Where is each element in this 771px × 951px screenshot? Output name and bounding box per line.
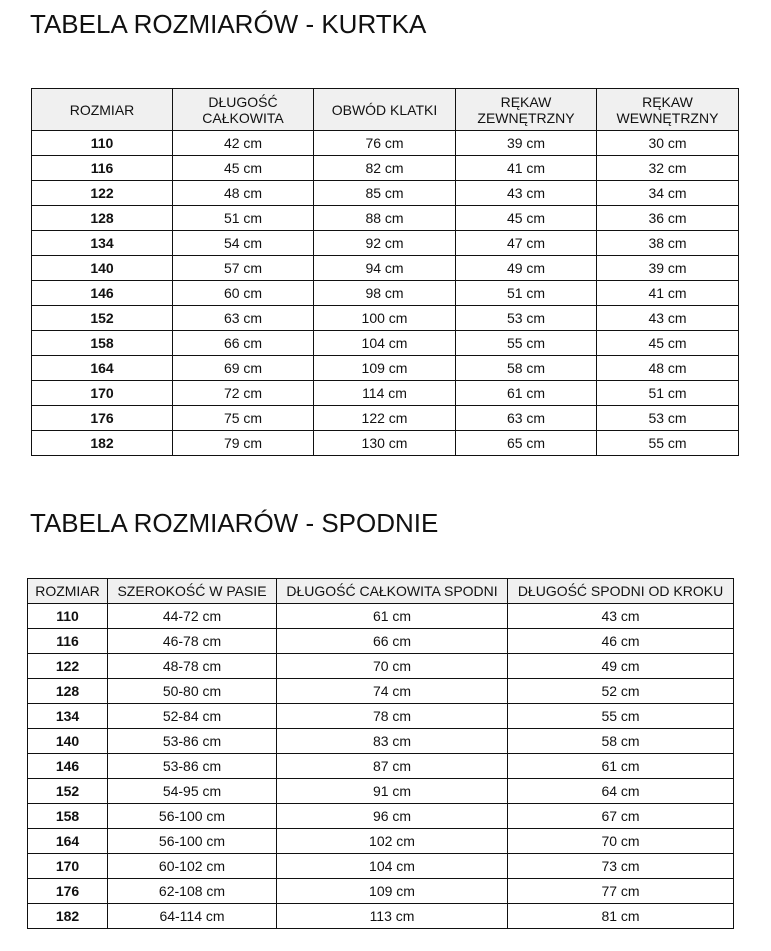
pants-value-cell: 83 cm [277, 729, 508, 754]
jacket-table-row [32, 331, 739, 356]
jacket-table-row [32, 181, 739, 206]
pants-value-cell: 61 cm [277, 604, 508, 629]
pants-table-row [28, 604, 734, 629]
header-text: WEWNĘTRZNY [616, 109, 719, 126]
pants-size-cell: 146 [28, 754, 108, 779]
jacket-value-cell: 63 cm [173, 306, 314, 331]
pants-table-row [28, 829, 734, 854]
header-text: ZEWNĘTRZNY [477, 109, 575, 126]
jacket-header-outer-sleeve [456, 89, 597, 131]
pants-size-cell: 176 [28, 879, 108, 904]
pants-size-cell: 140 [28, 729, 108, 754]
pants-value-cell: 46-78 cm [108, 629, 277, 654]
jacket-value-cell: 109 cm [314, 356, 456, 381]
jacket-value-cell: 63 cm [456, 406, 597, 431]
jacket-size-cell: 164 [32, 356, 173, 381]
pants-value-cell: 43 cm [508, 604, 734, 629]
pants-header-waist: SZEROKOŚĆ W PASIE [108, 579, 277, 604]
jacket-value-cell: 38 cm [597, 231, 739, 256]
jacket-value-cell: 94 cm [314, 256, 456, 281]
jacket-value-cell: 72 cm [173, 381, 314, 406]
pants-table-row [28, 754, 734, 779]
pants-value-cell: 60-102 cm [108, 854, 277, 879]
pants-size-cell: 182 [28, 904, 108, 929]
header-text: DŁUGOŚĆ [208, 93, 278, 110]
pants-size-cell: 164 [28, 829, 108, 854]
jacket-value-cell: 60 cm [173, 281, 314, 306]
jacket-value-cell: 61 cm [456, 381, 597, 406]
jacket-value-cell: 65 cm [456, 431, 597, 456]
pants-size-cell: 116 [28, 629, 108, 654]
jacket-value-cell: 42 cm [173, 131, 314, 156]
jacket-table-row [32, 356, 739, 381]
jacket-size-cell: 122 [32, 181, 173, 206]
pants-header-total-length: DŁUGOŚĆ CAŁKOWITA SPODNI [277, 579, 508, 604]
pants-value-cell: 55 cm [508, 704, 734, 729]
jacket-table-row [32, 131, 739, 156]
jacket-size-cell: 170 [32, 381, 173, 406]
jacket-value-cell: 39 cm [456, 131, 597, 156]
jacket-value-cell: 51 cm [173, 206, 314, 231]
jacket-header-chest [314, 89, 456, 131]
pants-table-row [28, 679, 734, 704]
pants-value-cell: 64-114 cm [108, 904, 277, 929]
pants-value-cell: 70 cm [508, 829, 734, 854]
jacket-value-cell: 75 cm [173, 406, 314, 431]
jacket-value-cell: 48 cm [173, 181, 314, 206]
jacket-table-row [32, 381, 739, 406]
jacket-value-cell: 114 cm [314, 381, 456, 406]
jacket-value-cell: 41 cm [597, 281, 739, 306]
pants-size-cell: 170 [28, 854, 108, 879]
jacket-size-cell: 116 [32, 156, 173, 181]
jacket-value-cell: 51 cm [597, 381, 739, 406]
pants-value-cell: 78 cm [277, 704, 508, 729]
header-text: ROZMIAR [69, 101, 135, 118]
jacket-header-row [32, 89, 739, 131]
jacket-value-cell: 53 cm [597, 406, 739, 431]
pants-value-cell: 67 cm [508, 804, 734, 829]
jacket-value-cell: 122 cm [314, 406, 456, 431]
jacket-size-table-title: TABELA ROZMIARÓW - KURTKA [30, 9, 427, 39]
pants-value-cell: 66 cm [277, 629, 508, 654]
pants-value-cell: 61 cm [508, 754, 734, 779]
jacket-value-cell: 32 cm [597, 156, 739, 181]
pants-value-cell: 54-95 cm [108, 779, 277, 804]
jacket-value-cell: 55 cm [597, 431, 739, 456]
pants-value-cell: 77 cm [508, 879, 734, 904]
jacket-size-cell: 128 [32, 206, 173, 231]
pants-table-row [28, 729, 734, 754]
jacket-size-cell: 110 [32, 131, 173, 156]
jacket-size-cell: 176 [32, 406, 173, 431]
jacket-value-cell: 45 cm [456, 206, 597, 231]
pants-table-row [28, 779, 734, 804]
pants-value-cell: 56-100 cm [108, 804, 277, 829]
jacket-value-cell: 98 cm [314, 281, 456, 306]
jacket-value-cell: 54 cm [173, 231, 314, 256]
jacket-value-cell: 45 cm [597, 331, 739, 356]
jacket-table-row [32, 306, 739, 331]
jacket-value-cell: 100 cm [314, 306, 456, 331]
jacket-table-row [32, 156, 739, 181]
pants-header-inseam: DŁUGOŚĆ SPODNI OD KROKU [508, 579, 734, 604]
jacket-value-cell: 51 cm [456, 281, 597, 306]
jacket-value-cell: 104 cm [314, 331, 456, 356]
pants-header-row [28, 579, 734, 604]
jacket-size-table [31, 88, 739, 456]
pants-size-cell: 158 [28, 804, 108, 829]
header-text: RĘKAW [500, 93, 552, 110]
pants-header-size: ROZMIAR [28, 579, 108, 604]
pants-value-cell: 73 cm [508, 854, 734, 879]
jacket-size-cell: 134 [32, 231, 173, 256]
jacket-table-row [32, 431, 739, 456]
jacket-value-cell: 82 cm [314, 156, 456, 181]
jacket-value-cell: 58 cm [456, 356, 597, 381]
jacket-value-cell: 88 cm [314, 206, 456, 231]
pants-value-cell: 50-80 cm [108, 679, 277, 704]
jacket-value-cell: 66 cm [173, 331, 314, 356]
pants-value-cell: 91 cm [277, 779, 508, 804]
pants-value-cell: 70 cm [277, 654, 508, 679]
jacket-table-row [32, 406, 739, 431]
jacket-value-cell: 36 cm [597, 206, 739, 231]
pants-table-row [28, 704, 734, 729]
pants-value-cell: 53-86 cm [108, 754, 277, 779]
jacket-value-cell: 92 cm [314, 231, 456, 256]
pants-table-row [28, 629, 734, 654]
jacket-value-cell: 48 cm [597, 356, 739, 381]
pants-value-cell: 74 cm [277, 679, 508, 704]
pants-value-cell: 87 cm [277, 754, 508, 779]
jacket-value-cell: 53 cm [456, 306, 597, 331]
header-text: CAŁKOWITA [202, 109, 284, 126]
jacket-value-cell: 41 cm [456, 156, 597, 181]
jacket-size-cell: 140 [32, 256, 173, 281]
pants-size-cell: 110 [28, 604, 108, 629]
pants-value-cell: 62-108 cm [108, 879, 277, 904]
header-text: RĘKAW [642, 93, 693, 110]
pants-value-cell: 113 cm [277, 904, 508, 929]
pants-value-cell: 104 cm [277, 854, 508, 879]
jacket-value-cell: 76 cm [314, 131, 456, 156]
jacket-size-cell: 152 [32, 306, 173, 331]
jacket-header-total-length [173, 89, 314, 131]
pants-size-cell: 122 [28, 654, 108, 679]
jacket-value-cell: 39 cm [597, 256, 739, 281]
pants-value-cell: 52-84 cm [108, 704, 277, 729]
pants-value-cell: 96 cm [277, 804, 508, 829]
pants-table-row [28, 904, 734, 929]
jacket-size-cell: 146 [32, 281, 173, 306]
jacket-header-inner-sleeve [597, 89, 739, 131]
jacket-value-cell: 45 cm [173, 156, 314, 181]
pants-value-cell: 81 cm [508, 904, 734, 929]
pants-size-table [27, 578, 734, 929]
pants-value-cell: 52 cm [508, 679, 734, 704]
jacket-value-cell: 34 cm [597, 181, 739, 206]
pants-value-cell: 58 cm [508, 729, 734, 754]
pants-table-row [28, 654, 734, 679]
jacket-value-cell: 57 cm [173, 256, 314, 281]
jacket-value-cell: 43 cm [456, 181, 597, 206]
jacket-value-cell: 47 cm [456, 231, 597, 256]
jacket-value-cell: 43 cm [597, 306, 739, 331]
pants-value-cell: 102 cm [277, 829, 508, 854]
pants-value-cell: 64 cm [508, 779, 734, 804]
jacket-size-cell: 182 [32, 431, 173, 456]
pants-size-table-title: TABELA ROZMIARÓW - SPODNIE [30, 508, 439, 538]
pants-size-cell: 128 [28, 679, 108, 704]
jacket-value-cell: 55 cm [456, 331, 597, 356]
pants-table-row [28, 804, 734, 829]
jacket-header-size [32, 89, 173, 131]
jacket-table-row [32, 256, 739, 281]
pants-table-row [28, 879, 734, 904]
jacket-size-cell: 158 [32, 331, 173, 356]
jacket-table-row [32, 206, 739, 231]
pants-size-cell: 134 [28, 704, 108, 729]
pants-value-cell: 48-78 cm [108, 654, 277, 679]
jacket-value-cell: 85 cm [314, 181, 456, 206]
jacket-value-cell: 69 cm [173, 356, 314, 381]
pants-size-cell: 152 [28, 779, 108, 804]
pants-value-cell: 44-72 cm [108, 604, 277, 629]
pants-value-cell: 49 cm [508, 654, 734, 679]
jacket-table-row [32, 231, 739, 256]
jacket-value-cell: 49 cm [456, 256, 597, 281]
pants-table-row [28, 854, 734, 879]
jacket-value-cell: 79 cm [173, 431, 314, 456]
jacket-table-row [32, 281, 739, 306]
header-text: OBWÓD KLATKI [331, 101, 438, 118]
pants-value-cell: 53-86 cm [108, 729, 277, 754]
pants-value-cell: 56-100 cm [108, 829, 277, 854]
pants-value-cell: 109 cm [277, 879, 508, 904]
pants-value-cell: 46 cm [508, 629, 734, 654]
jacket-value-cell: 30 cm [597, 131, 739, 156]
jacket-value-cell: 130 cm [314, 431, 456, 456]
